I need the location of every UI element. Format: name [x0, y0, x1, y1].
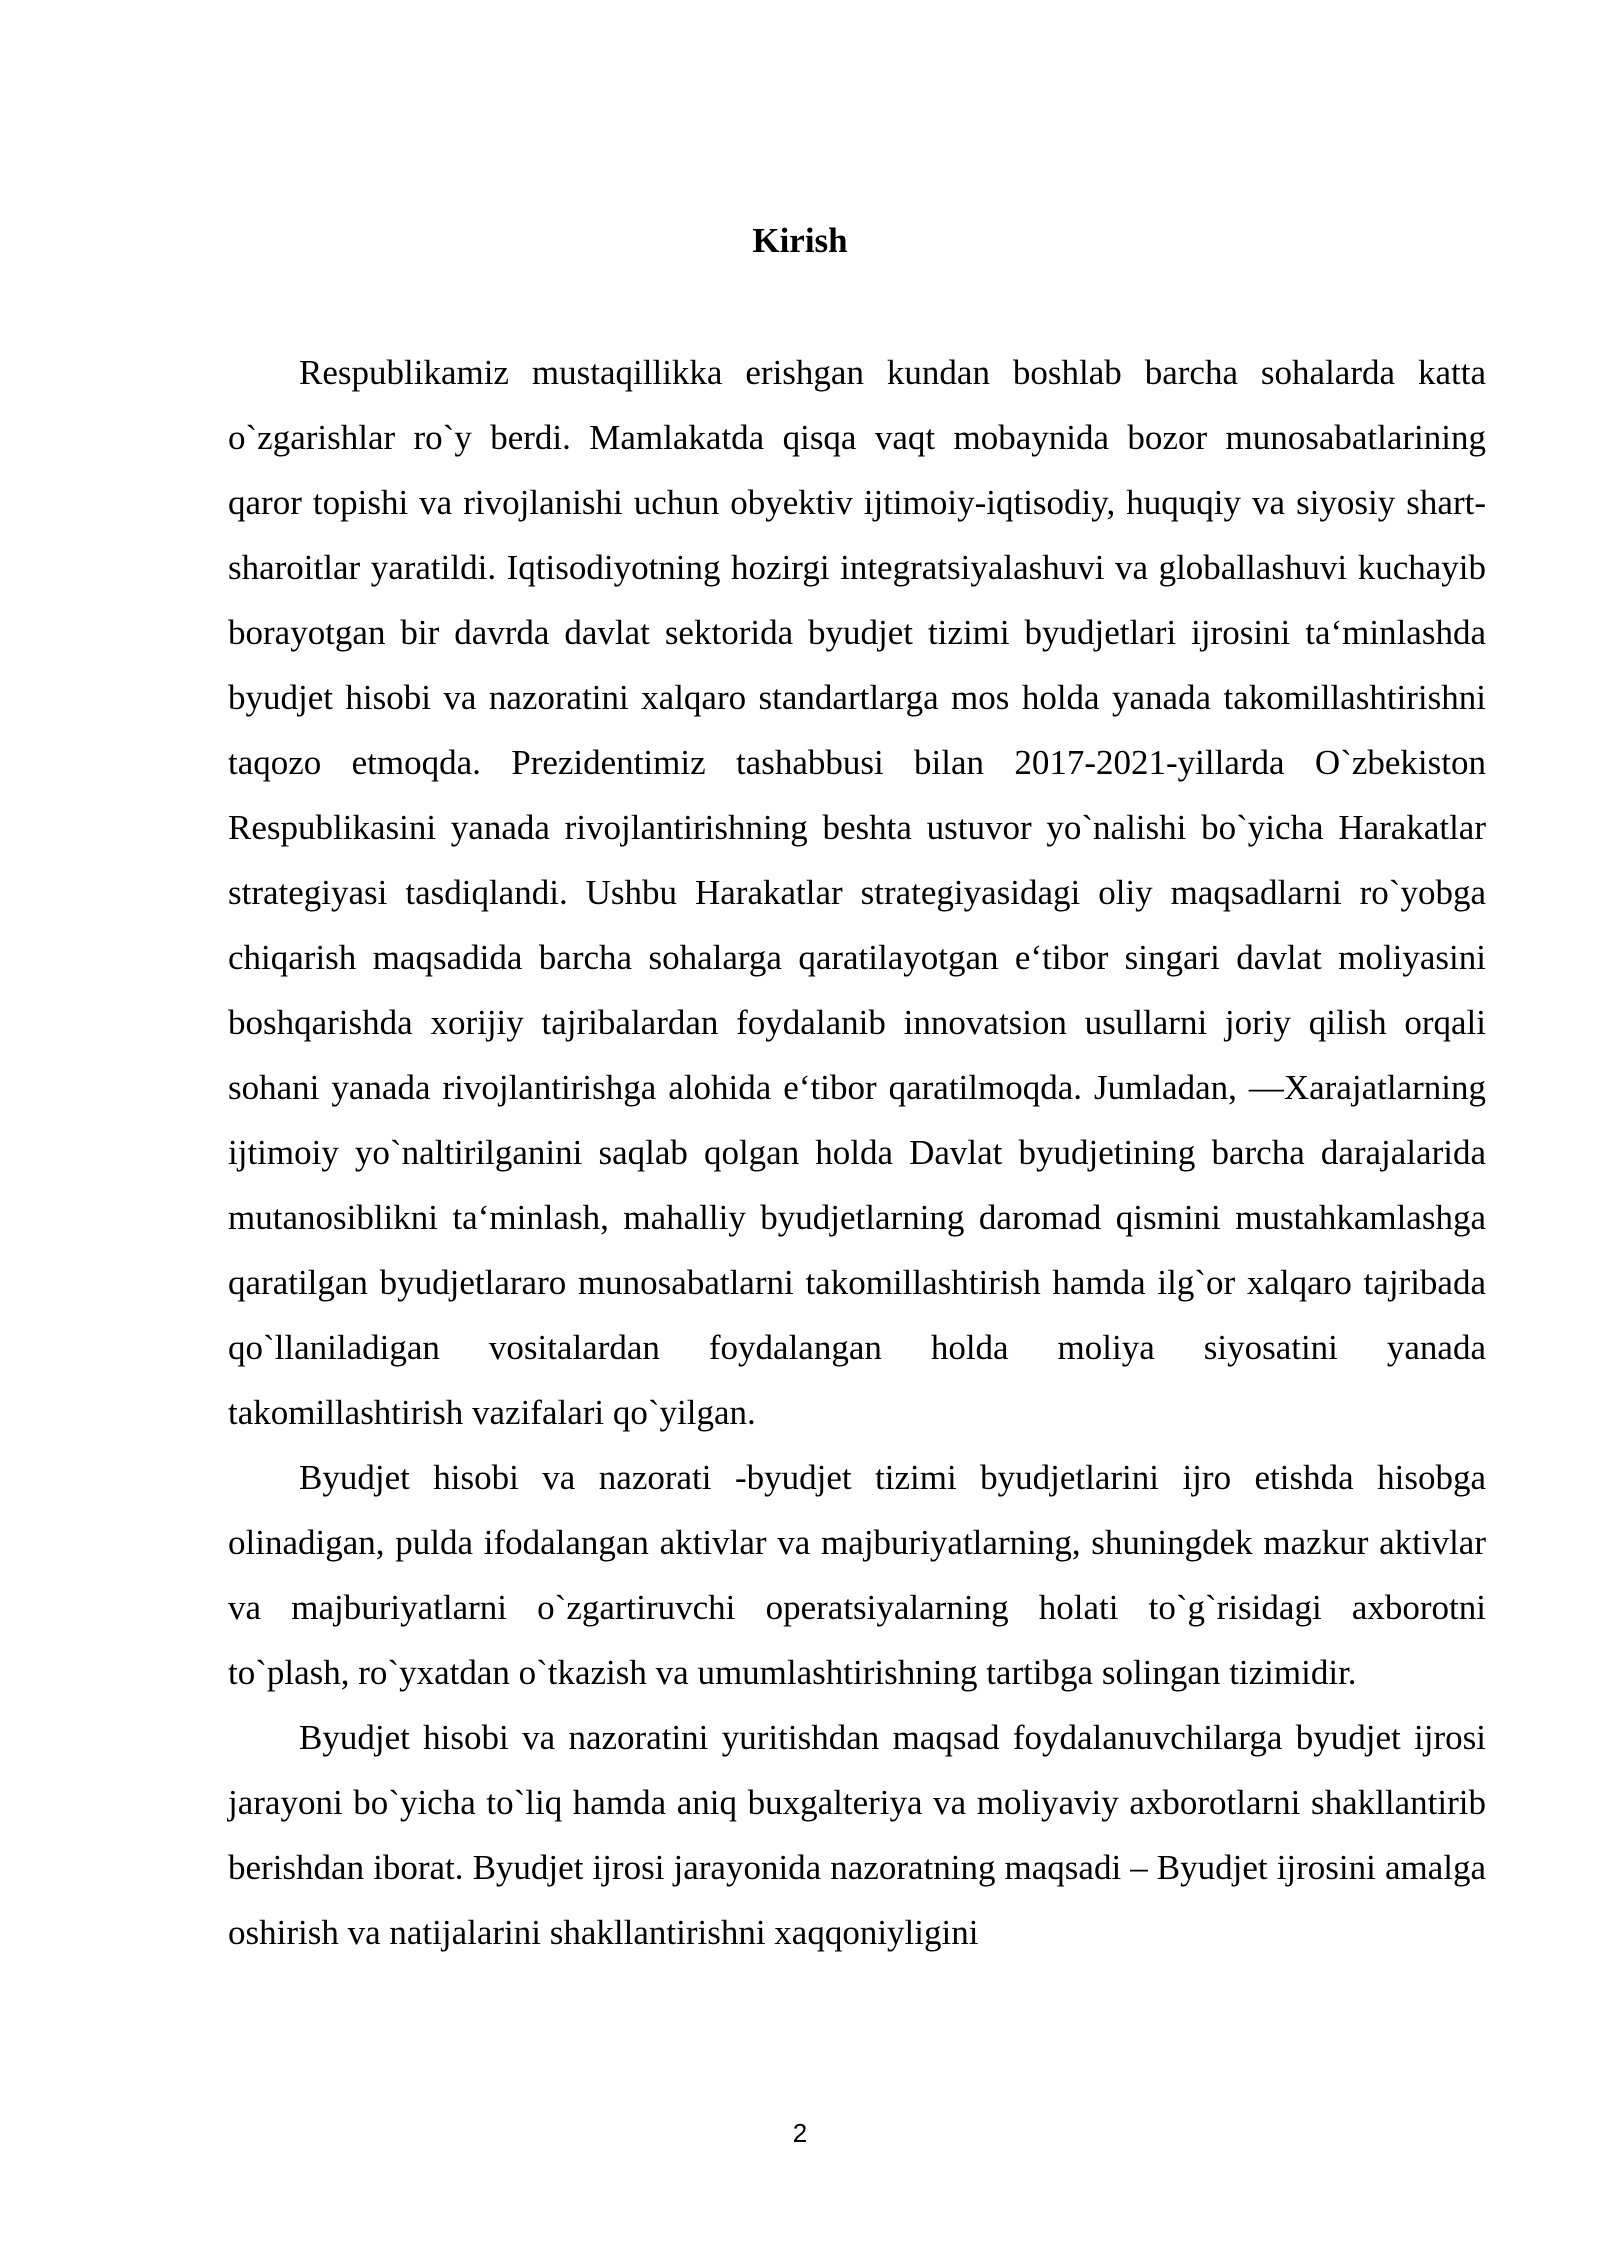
body-text: [228, 340, 1486, 1965]
page-title: Kirish: [752, 221, 848, 260]
page-number: 2: [792, 2118, 808, 2148]
paragraph-3: Byudjet hisobi va nazoratini yuritishdan maqsad foydalanuvchilarga byudjet ijrosi jarayoni bo`yicha to`liq hamda aniq buxgalteriya va moliyaviy axborotlarni shakllantirib berishdan iborat. Byudjet ijrosi jarayonida nazoratning maqsadi – Byudjet ijrosini amalga oshirish va natijalarini shakllantirishni xaqqoniyligini: [228, 1718, 1486, 1952]
paragraph-2: Byudjet hisobi va nazorati -byudjet tizimi byudjetlarini ijro etishda hisobga olinadigan, pulda ifodalangan aktivlar va majburiyatlarning, shuningdek mazkur aktivlar va majburiyatlarni o`zgartiruvchi operatsiyalarning holati to`g`risidagi axborotni to`plash, ro`yxatdan o`tkazish va umumlashtirishning tartibga solingan tizimidir.: [228, 1458, 1486, 1692]
paragraph-1: Respublikamiz mustaqillikka erishgan kundan boshlab barcha sohalarda katta o`zgarishlar ro`y berdi. Mamlakatda qisqa vaqt mobaynida bozor munosabatlarining qaror topishi va rivojlanishi uchun obyektiv ijtimoiy-iqtisodiy, huquqiy va siyosiy shart-sharoitlar yaratildi. Iqtisodiyotning hozirgi integratsiyalashuvi va globallashuvi kuchayib borayotgan bir davrda davlat sektorida byudjet tizimi byudjetlari ijrosini ta‘minlashda byudjet hisobi va nazoratini xalqaro standartlarga mos holda yanada takomillashtirishni taqozo etmoqda. Prezidentimiz tashabbusi bilan 2017-2021-yillarda O`zbekiston Respublikasini yanada rivojlantirishning beshta ustuvor yo`nalishi bo`yicha Harakatlar strategiyasi tasdiqlandi. Ushbu Harakatlar strategiyasidagi oliy maqsadlarni ro`yobga chiqarish maqsadida barcha sohalarga qaratilayotgan e‘tibor singari davlat moliyasini boshqarishda xorijiy tajribalardan foydalanib innovatsion usullarni joriy qilish orqali sohani yanada rivojlantirishga alohida e‘tibor qaratilmoqda. Jumladan, ―Xarajatlarning ijtimoiy yo`naltirilganini saqlab qolgan holda Davlat byudjetining barcha darajalarida mutanosiblikni ta‘minlash, mahalliy byudjetlarning daromad qismini mustahkamlashga qaratilgan byudjetlararo munosabatlarni takomillashtirish hamda ilg`or xalqaro tajribada qo`llaniladigan vositalardan foydalangan holda moliya siyosatini yanada takomillashtirish vazifalari qo`yilgan.: [228, 353, 1486, 1432]
